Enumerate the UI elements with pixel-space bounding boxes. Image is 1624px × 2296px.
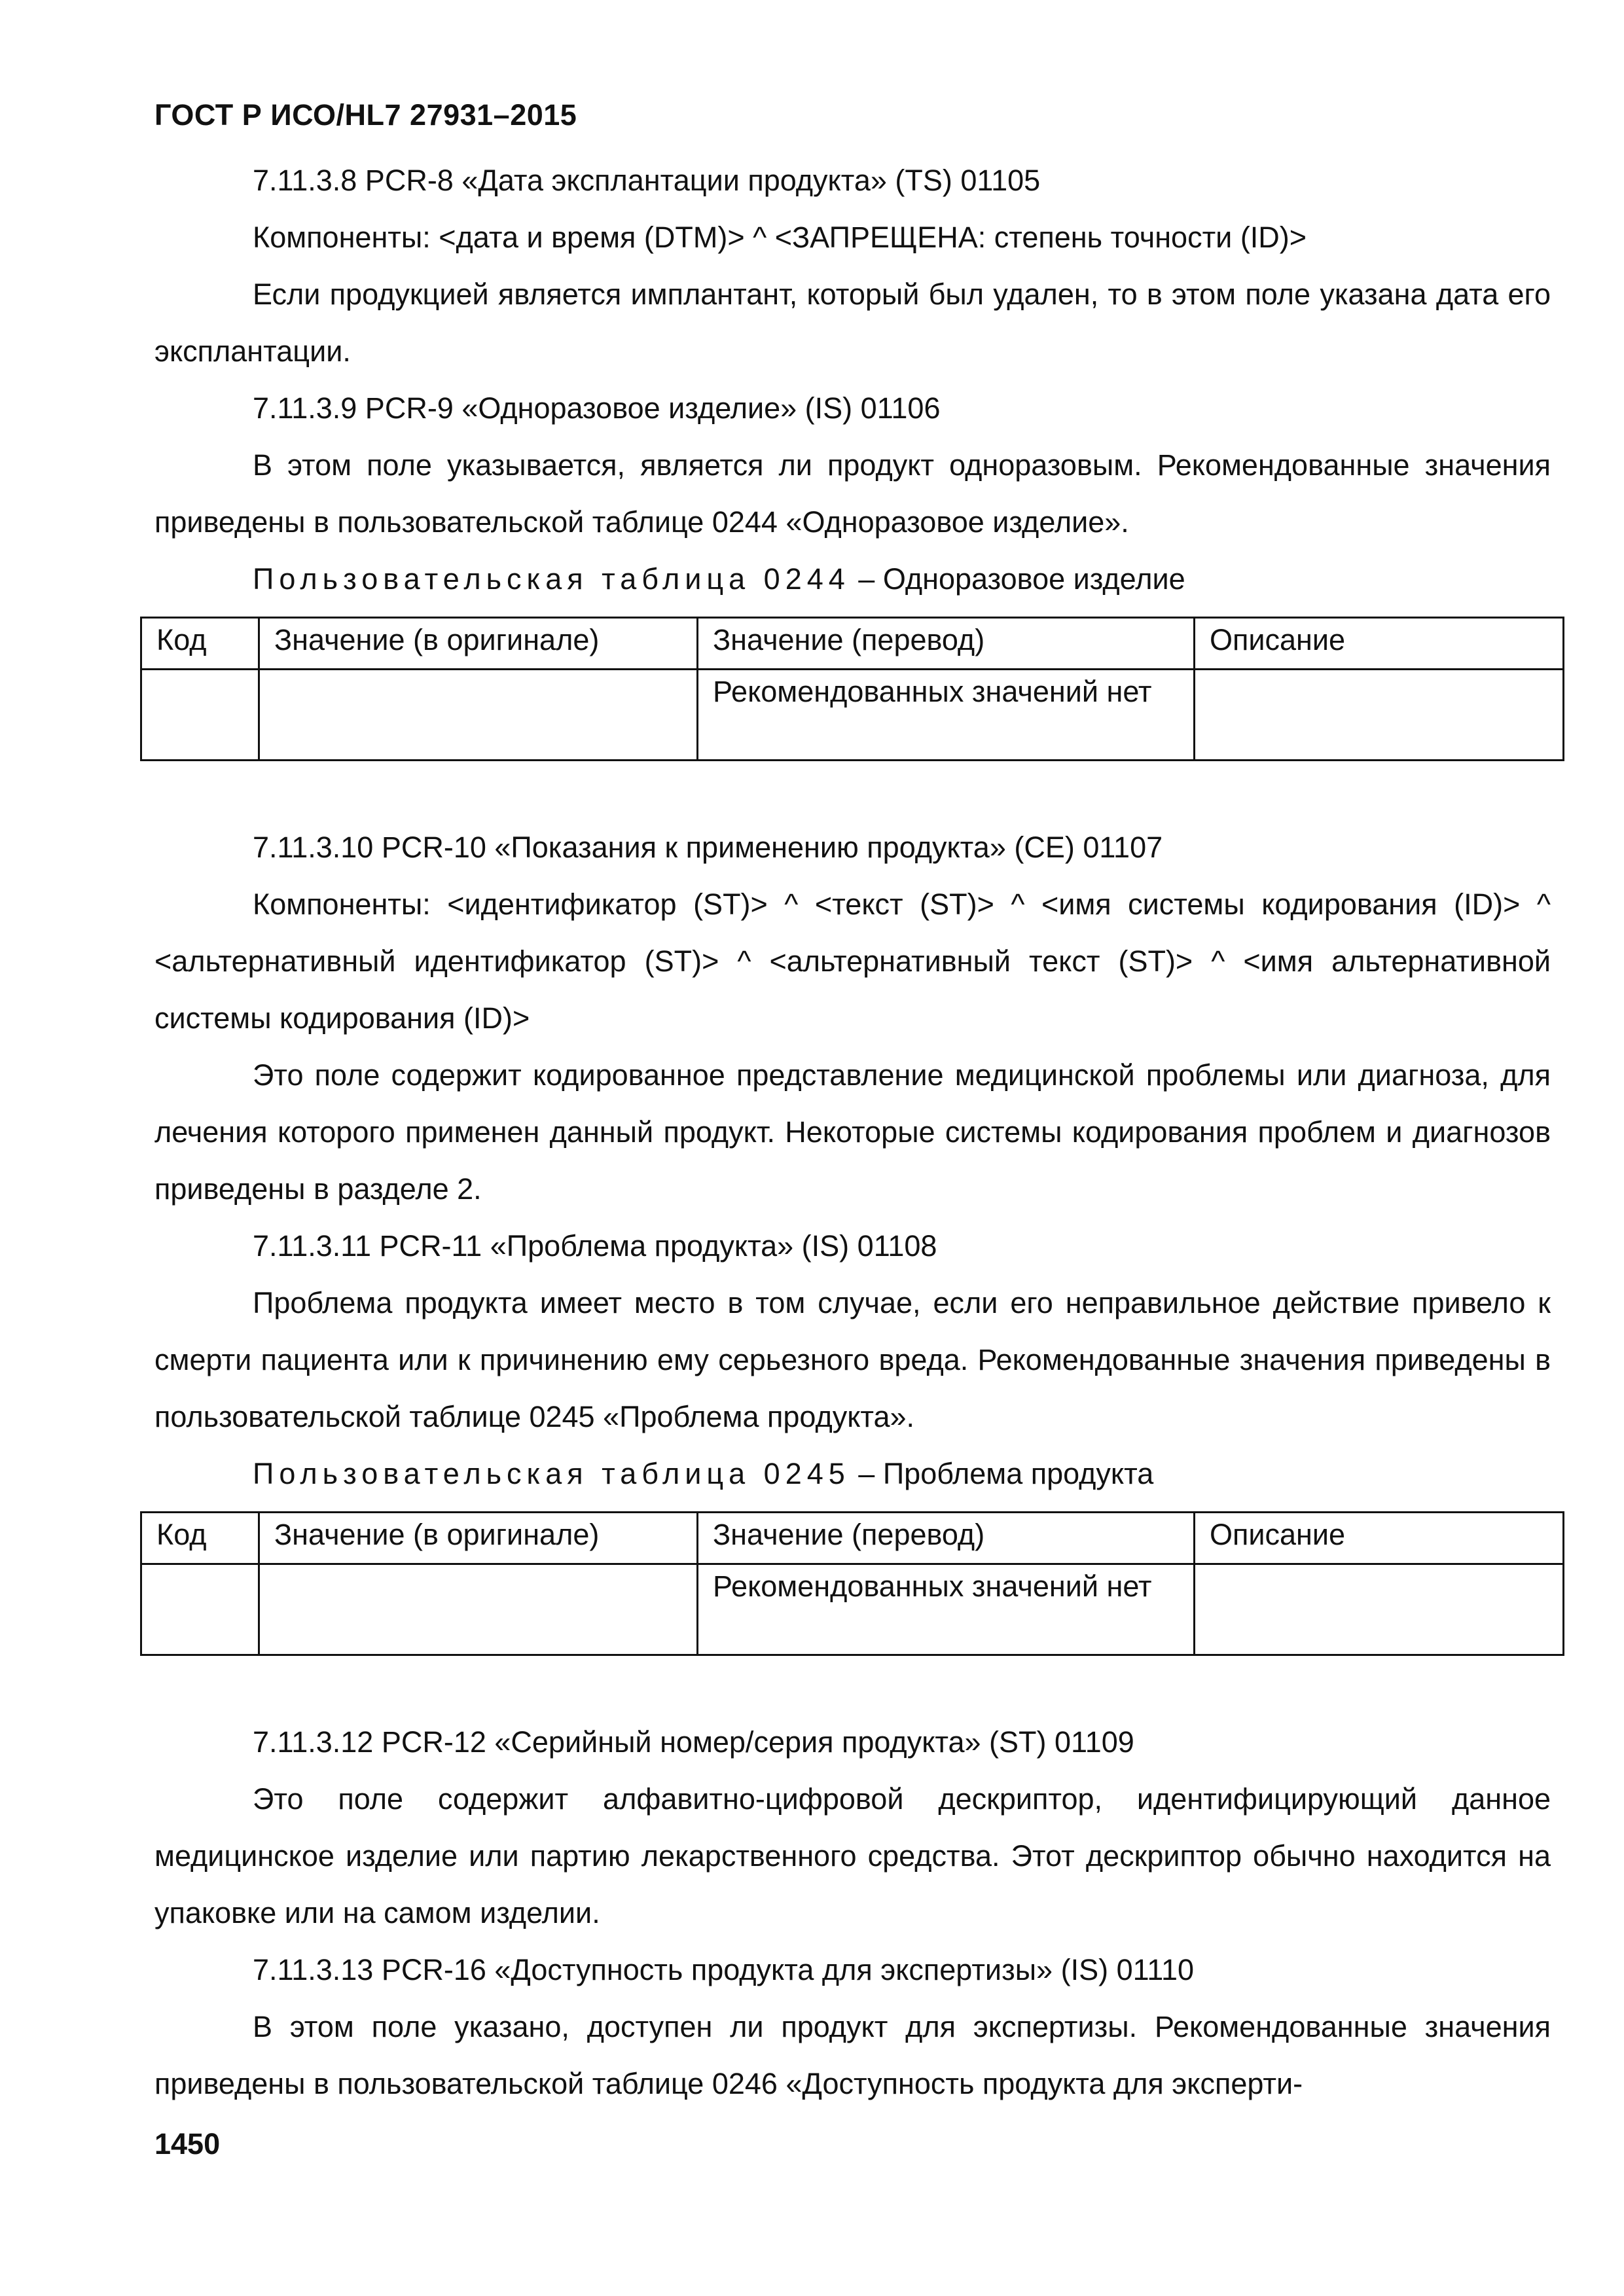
table-row (141, 670, 1564, 761)
table-cell (259, 670, 698, 761)
table-caption (154, 1445, 1551, 1502)
table-header-cell: Значение (в оригинале) (259, 1513, 698, 1564)
table-header-cell: Значение (перевод) (698, 618, 1195, 670)
table-header-cell: Описание (1195, 618, 1564, 670)
table-header-cell: Код (141, 618, 259, 670)
table-caption-label: Пользовательская таблица 0245 (253, 1457, 850, 1490)
table-caption-title: – Одноразовое изделие (858, 562, 1185, 596)
table-cell: Рекомендованных значений нет (698, 670, 1195, 761)
section-heading: 7.11.3.8 PCR-8 «Дата эксплантации продукта» (TS) 01105 (253, 164, 1041, 197)
table-caption (154, 550, 1551, 607)
paragraph: Это поле содержит алфавитно-цифровой дескриптор, идентифицирующий данное медицинское изделие или партию лекарственного средства. Этот дескриптор обычно находится на упаковке или на самом изделии. (154, 1782, 1551, 1929)
table-header-cell: Значение (перевод) (698, 1513, 1195, 1564)
paragraph: В этом поле указывается, является ли продукт одноразовым. Рекомендованные значения приведены в пользовательской таблице 0244 «Одноразовое изделие». (154, 448, 1551, 539)
section-heading: 7.11.3.10 PCR-10 «Показания к применению продукта» (CE) 01107 (253, 831, 1163, 864)
table-cell (259, 1564, 698, 1655)
table-cell (141, 1564, 259, 1655)
paragraph: Проблема продукта имеет место в том случае, если его неправильное действие привело к смерти пациента или к причинению ему серьезного вреда. Рекомендованные значения приведены в пользовательской таблице 0245 «Проблема продукта». (154, 1286, 1551, 1433)
section-heading: 7.11.3.13 PCR-16 «Доступность продукта для экспертизы» (IS) 01110 (253, 1953, 1195, 1986)
document-body (154, 152, 1551, 2112)
table-header-cell: Код (141, 1513, 259, 1564)
section-heading: 7.11.3.9 PCR-9 «Одноразовое изделие» (IS) 01106 (253, 391, 941, 425)
table-cell (1195, 670, 1564, 761)
page-number: 1450 (154, 2127, 221, 2161)
table-header-cell: Описание (1195, 1513, 1564, 1564)
table-cell (1195, 1564, 1564, 1655)
table-caption-title: – Проблема продукта (858, 1457, 1154, 1490)
paragraph: В этом поле указано, доступен ли продукт для экспертизы. Рекомендованные значения приведены в пользовательской таблице 0246 «Доступность продукта для эксперти- (154, 2010, 1551, 2100)
table-cell: Рекомендованных значений нет (698, 1564, 1195, 1655)
section-heading: 7.11.3.11 PCR-11 «Проблема продукта» (IS) 01108 (253, 1229, 937, 1263)
paragraph: Компоненты: <идентификатор (ST)> ^ <текст (ST)> ^ <имя системы кодирования (ID)> ^ <альтернативный идентификатор (ST)> ^ <альтернативный текст (ST)> ^ <имя альтернативной системы кодирования (ID)> (154, 888, 1551, 1035)
table-caption-label: Пользовательская таблица 0244 (253, 562, 850, 596)
table-row (141, 1564, 1564, 1655)
paragraph: Если продукцией является имплантант, который был удален, то в этом поле указана дата его эксплантации. (154, 278, 1551, 368)
user-table-0245 (140, 1511, 1564, 1656)
table-header-cell: Значение (в оригинале) (259, 618, 698, 670)
document-header: ГОСТ Р ИСО/HL7 27931–2015 (154, 98, 577, 132)
table-header-row (141, 618, 1564, 670)
paragraph: Это поле содержит кодированное представление медицинской проблемы или диагноза, для лечения которого применен данный продукт. Некоторые системы кодирования проблем и диагнозов приведены в разделе 2. (154, 1058, 1551, 1206)
table-cell (141, 670, 259, 761)
user-table-0244 (140, 617, 1564, 761)
paragraph: Компоненты: <дата и время (DTM)> ^ <ЗАПРЕЩЕНА: степень точности (ID)> (253, 221, 1307, 254)
table-header-row (141, 1513, 1564, 1564)
section-heading: 7.11.3.12 PCR-12 «Серийный номер/серия продукта» (ST) 01109 (253, 1725, 1134, 1759)
